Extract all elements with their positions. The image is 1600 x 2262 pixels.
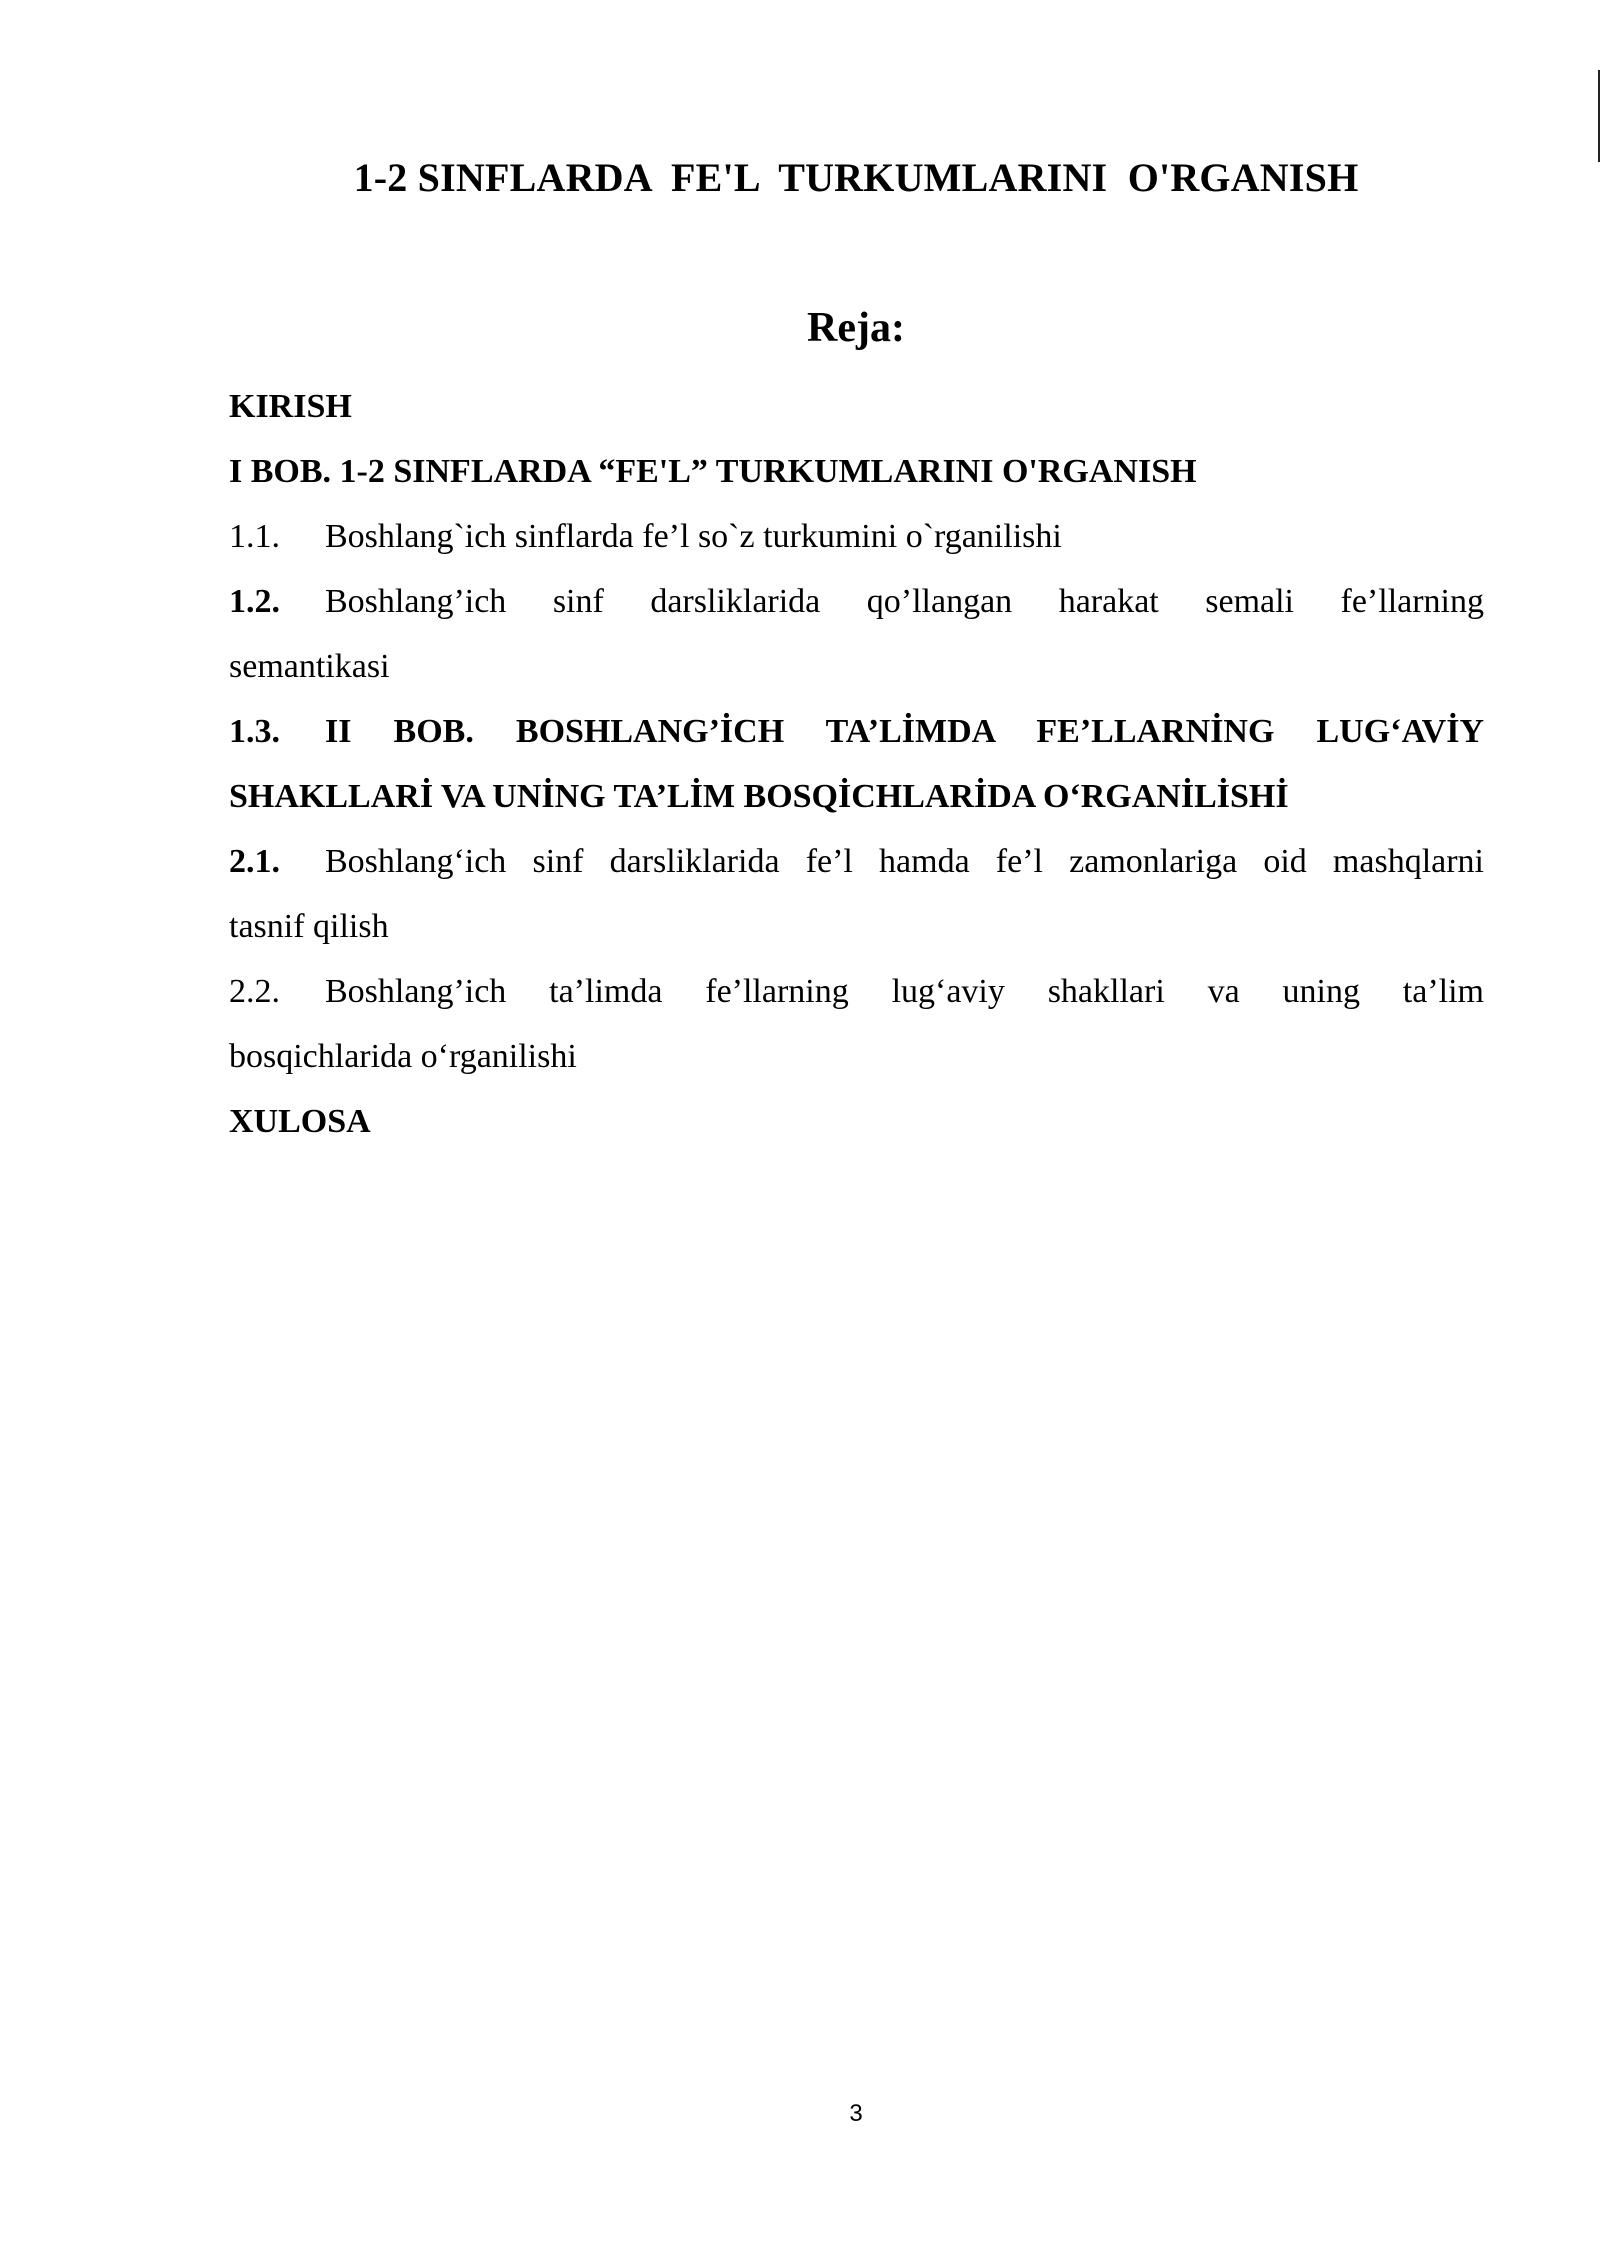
toc-item-number: 2.1.	[229, 843, 280, 880]
document-title: 1-2 SINFLARDA FE'L TURKUMLARINI O'RGANISH	[353, 155, 1359, 200]
toc-item-1-3	[229, 699, 1484, 764]
toc-item-number: 1.1.	[229, 518, 280, 555]
toc-item-text: II BOB. BOSHLANG’İCH TA’LİMDA FE’LLARNİNG LUG‘AVİY	[325, 713, 1484, 750]
toc-item-2-2	[229, 959, 1484, 1024]
toc-conclusion: XULOSA	[229, 1103, 371, 1140]
toc-item-1-2-continued: semantikasi	[229, 648, 390, 685]
toc-item-1-2	[229, 569, 1484, 634]
toc-item-2-1	[229, 829, 1484, 894]
toc-item-number: 2.2.	[229, 973, 280, 1010]
toc-item-text: Boshlang’ich sinf darsliklarida qo’llangan harakat semali fe’llarning	[325, 583, 1484, 620]
toc-item-number: 1.3.	[229, 713, 280, 750]
page-number: 3	[849, 2100, 863, 2127]
toc-intro: KIRISH	[229, 388, 352, 425]
toc-item-2-1-continued: tasnif qilish	[229, 908, 389, 945]
toc-item-text: Boshlang‘ich sinf darsliklarida fe’l hamda fe’l zamonlariga oid mashqlarni	[325, 843, 1484, 880]
plan-heading: Reja:	[807, 305, 905, 351]
toc-item-2-2-continued: bosqichlarida o‘rganilishi	[229, 1038, 577, 1075]
toc-item-text: Boshlang`ich sinflarda fe’l so`z turkumini o`rganilishi	[325, 518, 1062, 555]
table-of-contents	[229, 374, 1484, 1154]
toc-item-text: Boshlang’ich ta’limda fe’llarning lug‘aviy shakllari va uning ta’lim	[325, 973, 1484, 1010]
toc-item-1-3-continued: SHAKLLARİ VA UNİNG TA’LİM BOSQİCHLARİDA O‘RGANİLİSHİ	[229, 778, 1289, 815]
toc-item-number: 1.2.	[229, 583, 280, 620]
toc-chapter-1: I BOB. 1-2 SINFLARDA “FE'L” TURKUMLARINI O'RGANISH	[229, 453, 1197, 490]
toc-item-1-1	[229, 504, 1484, 569]
